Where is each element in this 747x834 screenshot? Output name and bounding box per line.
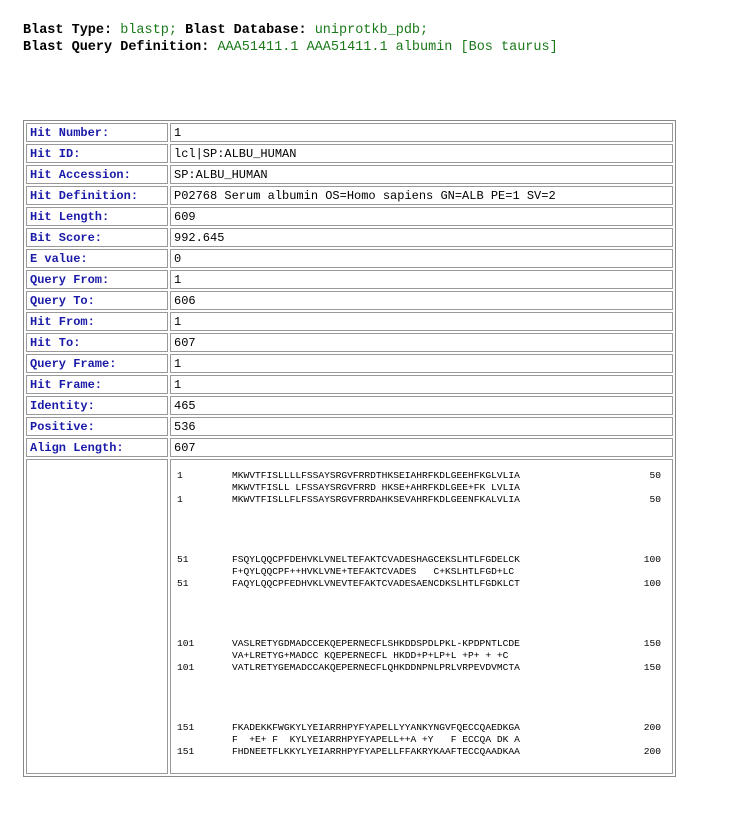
subject-line-start-pos: 1 xyxy=(177,494,183,505)
hit-field-value: 607 xyxy=(170,333,673,352)
hit-field-label: E value: xyxy=(26,249,168,268)
alignment-view xyxy=(174,460,669,773)
match-line-sequence: MKWVTFISLL LFSSAYSRGVFRRD HKSE+AHRFKDLGEE+FK LVLIA xyxy=(232,482,520,493)
alignment-block xyxy=(174,554,669,590)
hit-field-value: 606 xyxy=(170,291,673,310)
query-def-value: AAA51411.1 AAA51411.1 albumin [Bos taurus] xyxy=(217,40,558,55)
hit-field-value: SP:ALBU_HUMAN xyxy=(170,165,673,184)
query-line-end-pos: 100 xyxy=(643,554,661,565)
hit-field-label: Bit Score: xyxy=(26,228,168,247)
hit-field-label: Hit Number: xyxy=(26,123,168,142)
query-line-start-pos: 101 xyxy=(177,638,195,649)
hit-row xyxy=(26,291,673,310)
blast-type-value: blastp; xyxy=(120,23,177,38)
alignment-block xyxy=(174,638,669,674)
hit-field-label: Identity: xyxy=(26,396,168,415)
subject-line-end-pos: 100 xyxy=(643,578,661,589)
hit-row xyxy=(26,312,673,331)
hit-field-label: Query From: xyxy=(26,270,168,289)
subject-line-sequence: FHDNEETFLKKYLYEIARRHPYFYAPELLFFAKRYKAAFTECCQAADKAA xyxy=(232,746,520,757)
match-line xyxy=(174,566,669,578)
query-line-start-pos: 1 xyxy=(177,470,183,481)
hit-row xyxy=(26,207,673,226)
hit-field-label: Query Frame: xyxy=(26,354,168,373)
hit-field-label: Hit Accession: xyxy=(26,165,168,184)
query-def-label: Blast Query Definition: xyxy=(23,40,210,55)
hit-field-value: 465 xyxy=(170,396,673,415)
hit-row xyxy=(26,396,673,415)
subject-line-start-pos: 151 xyxy=(177,746,195,757)
hit-row xyxy=(26,249,673,268)
hit-row xyxy=(26,165,673,184)
subject-line-end-pos: 50 xyxy=(649,494,661,505)
query-line-end-pos: 150 xyxy=(643,638,661,649)
hit-field-value: 1 xyxy=(170,270,673,289)
subject-line xyxy=(174,578,669,590)
hit-table-body xyxy=(26,123,673,774)
alignment-label-cell xyxy=(26,459,168,774)
hit-field-value: 536 xyxy=(170,417,673,436)
hit-field-value: P02768 Serum albumin OS=Homo sapiens GN=ALB PE=1 SV=2 xyxy=(170,186,673,205)
subject-line xyxy=(174,746,669,758)
hit-field-value: 0 xyxy=(170,249,673,268)
hit-row xyxy=(26,228,673,247)
subject-line xyxy=(174,662,669,674)
subject-line-end-pos: 150 xyxy=(643,662,661,673)
match-line xyxy=(174,734,669,746)
subject-line-sequence: VATLRETYGEMADCCAKQEPERNECFLQHKDDNPNLPRLVRPEVDVMCTA xyxy=(232,662,520,673)
hit-field-value: 1 xyxy=(170,312,673,331)
hit-field-value: 1 xyxy=(170,354,673,373)
query-line xyxy=(174,638,669,650)
query-line-sequence: MKWVTFISLLLLFSSAYSRGVFRRDTHKSEIAHRFKDLGEEHFKGLVLIA xyxy=(232,470,520,481)
hit-row xyxy=(26,333,673,352)
hit-row xyxy=(26,354,673,373)
query-line xyxy=(174,554,669,566)
hit-field-value: 609 xyxy=(170,207,673,226)
hit-field-label: Query To: xyxy=(26,291,168,310)
query-line-sequence: VASLRETYGDMADCCEKQEPERNECFLSHKDDSPDLPKL-KPDPNTLCDE xyxy=(232,638,520,649)
hit-field-label: Hit From: xyxy=(26,312,168,331)
blast-header xyxy=(23,22,558,56)
hit-row xyxy=(26,186,673,205)
blast-db-label: Blast Database: xyxy=(185,23,307,38)
hit-field-label: Hit Frame: xyxy=(26,375,168,394)
hit-field-label: Hit Length: xyxy=(26,207,168,226)
hit-field-value: 607 xyxy=(170,438,673,457)
match-line-sequence: VA+LRETYG+MADCC KQEPERNECFL HKDD+P+LP+L +P+ + +C xyxy=(232,650,509,661)
alignment-block xyxy=(174,722,669,758)
match-line xyxy=(174,482,669,494)
hit-row xyxy=(26,375,673,394)
hit-row xyxy=(26,438,673,457)
subject-line-start-pos: 51 xyxy=(177,578,189,589)
alignment-block xyxy=(174,470,669,506)
blast-db-value: uniprotkb_pdb; xyxy=(314,23,429,38)
query-line-sequence: FSQYLQQCPFDEHVKLVNELTEFAKTCVADESHAGCEKSLHTLFGDELCK xyxy=(232,554,520,565)
query-line-end-pos: 200 xyxy=(643,722,661,733)
subject-line-sequence: FAQYLQQCPFEDHVKLVNEVTEFAKTCVADESAENCDKSLHTLFGDKLCT xyxy=(232,578,520,589)
query-line-sequence: FKADEKKFWGKYLYEIARRHPYFYAPELLYYANKYNGVFQECCQAEDKGA xyxy=(232,722,520,733)
hit-field-value: 1 xyxy=(170,123,673,142)
hit-field-label: Hit To: xyxy=(26,333,168,352)
match-line-sequence: F+QYLQQCPF++HVKLVNE+TEFAKTCVADES C+KSLHTLFGD+LC xyxy=(232,566,515,577)
subject-line-start-pos: 101 xyxy=(177,662,195,673)
hit-field-value: lcl|SP:ALBU_HUMAN xyxy=(170,144,673,163)
hit-row xyxy=(26,270,673,289)
query-line xyxy=(174,470,669,482)
alignment-cell xyxy=(170,459,673,774)
hit-field-label: Align Length: xyxy=(26,438,168,457)
subject-line-sequence: MKWVTFISLLFLFSSAYSRGVFRRDAHKSEVAHRFKDLGEENFKALVLIA xyxy=(232,494,520,505)
query-line-start-pos: 151 xyxy=(177,722,195,733)
subject-line xyxy=(174,494,669,506)
hit-table xyxy=(23,120,676,777)
query-line xyxy=(174,722,669,734)
query-line-start-pos: 51 xyxy=(177,554,189,565)
match-line xyxy=(174,650,669,662)
hit-field-value: 992.645 xyxy=(170,228,673,247)
hit-row xyxy=(26,417,673,436)
blast-type-label: Blast Type: xyxy=(23,23,113,38)
hit-field-label: Positive: xyxy=(26,417,168,436)
hit-field-label: Hit Definition: xyxy=(26,186,168,205)
alignment-row xyxy=(26,459,673,774)
hit-field-label: Hit ID: xyxy=(26,144,168,163)
match-line-sequence: F +E+ F KYLYEIARRHPYFYAPELL++A +Y F ECCQA DK A xyxy=(232,734,520,745)
subject-line-end-pos: 200 xyxy=(643,746,661,757)
query-line-end-pos: 50 xyxy=(649,470,661,481)
hit-row xyxy=(26,144,673,163)
hit-row xyxy=(26,123,673,142)
hit-field-value: 1 xyxy=(170,375,673,394)
